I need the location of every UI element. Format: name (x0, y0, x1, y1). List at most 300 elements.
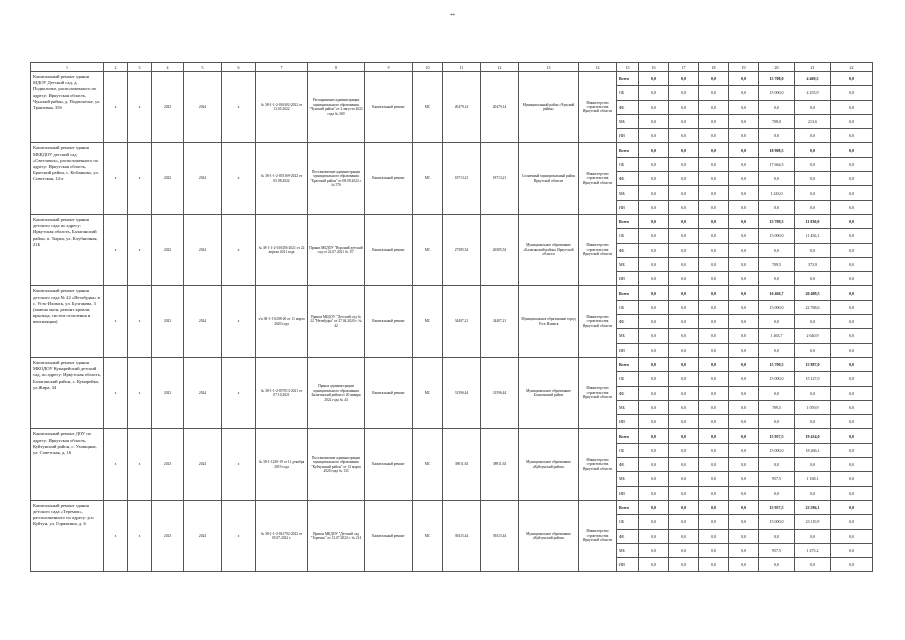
project-c9: Капитальный ремонт (365, 286, 413, 357)
amount-cell: 0,0 (669, 143, 699, 157)
project-c13: Муниципальный район «Чунский район» (519, 72, 579, 143)
amount-cell: 0,0 (639, 72, 669, 86)
amount-cell: 0,0 (669, 286, 699, 300)
amount-cell: 0,0 (669, 257, 699, 271)
amount-cell: 0,0 (831, 243, 873, 257)
amount-cell: 0,0 (795, 172, 831, 186)
header-cell: 17 (669, 63, 699, 72)
amount-cell: 0,0 (669, 172, 699, 186)
amount-cell: 1 475,2 (795, 543, 831, 557)
amount-cell: 0,0 (831, 515, 873, 529)
amount-cell: 957,5 (759, 472, 795, 486)
project-description: Капитальный ремонт здания МБКДОУ детский сад «Светлячок», расположенного по адресу: Иркутская область, Братский район, с. Кобляково, ул. Советская, 14-а (31, 143, 104, 214)
amount-cell: 0,0 (639, 172, 669, 186)
amount-cell: 0,0 (669, 558, 699, 572)
project-c8: Приказ МКДОУ "Детский сад "Теремок" от 13.07.2022 г. № 214 (308, 500, 365, 571)
project-c10: МС (413, 143, 443, 214)
project-c10: МС (413, 357, 443, 428)
amount-cell: 0,0 (699, 72, 729, 86)
header-cell: 22 (831, 63, 873, 72)
project-c11: 20479,14 (443, 72, 481, 143)
amount-cell: 0,0 (699, 214, 729, 228)
project-c8: Распоряжение администрации муниципального образования "Чунский район" от 2 августа 2022 года № 369 (308, 72, 365, 143)
project-c11: 27585,54 (443, 214, 481, 285)
amount-cell: 0,0 (831, 329, 873, 343)
amount-cell: 0,0 (639, 315, 669, 329)
project-c11: 39415,44 (443, 500, 481, 571)
header-cell: 20 (759, 63, 795, 72)
amount-cell: 0,0 (831, 543, 873, 557)
amount-cell: 0,0 (831, 558, 873, 572)
amount-cell: 0,0 (699, 429, 729, 443)
amount-cell: 0,0 (729, 515, 759, 529)
amount-cell: 0,0 (669, 500, 699, 514)
amount-cell: 0,0 (669, 458, 699, 472)
amount-cell: 0,0 (699, 458, 729, 472)
amount-cell: 0,0 (639, 200, 669, 214)
amount-cell: 0,0 (831, 214, 873, 228)
project-c14: Министерство строительства Иркутской области (579, 72, 617, 143)
funding-source-label: ОБ (617, 229, 639, 243)
amount-cell: 0,0 (831, 400, 873, 414)
project-c2: х (104, 429, 128, 500)
amount-cell: 0,0 (699, 486, 729, 500)
amount-cell: 0,0 (831, 286, 873, 300)
funding-source-label: МБ (617, 186, 639, 200)
amount-cell: 0,0 (639, 329, 669, 343)
amount-cell: 23 586,1 (795, 500, 831, 514)
amount-cell: 15 127,0 (795, 372, 831, 386)
project-c5: 2024 (184, 143, 222, 214)
amount-cell: 0,0 (699, 157, 729, 171)
amount-cell: 23 110,9 (795, 515, 831, 529)
amount-cell: 0,0 (831, 229, 873, 243)
project-row (31, 143, 873, 157)
project-description: Капитальный ремонт здания детского сада по адресу: Иркутская область, Балаганский район, п. Тырка, ул. Клубничная, 21Б (31, 214, 104, 285)
amount-cell: 0,0 (699, 329, 729, 343)
amount-cell: 0,0 (699, 558, 729, 572)
amount-cell: 0,0 (669, 243, 699, 257)
header-cell: 19 (729, 63, 759, 72)
funding-source-label: ИИ (617, 129, 639, 143)
amount-cell: 0,0 (831, 200, 873, 214)
amount-cell: 0,0 (669, 415, 699, 429)
project-c10: МС (413, 429, 443, 500)
amount-cell: 0,0 (831, 372, 873, 386)
amount-cell: 0,0 (639, 300, 669, 314)
project-c5: 2024 (184, 429, 222, 500)
project-c2: х (104, 143, 128, 214)
funding-source-label: Всего (617, 214, 639, 228)
project-c2: х (104, 72, 128, 143)
amount-cell: 0,0 (639, 372, 669, 386)
amount-cell: 0,0 (831, 500, 873, 514)
amount-cell: 0,0 (795, 186, 831, 200)
amount-cell: 0,0 (831, 443, 873, 457)
header-cell: 18 (699, 63, 729, 72)
amount-cell: 0,0 (831, 157, 873, 171)
project-c3: х (128, 143, 152, 214)
project-c13: Муниципальное образование «Куйтунский район» (519, 429, 579, 500)
amount-cell: 0,0 (831, 272, 873, 286)
funding-source-label: МБ (617, 329, 639, 343)
amount-cell: 0,0 (831, 486, 873, 500)
header-cell: 10 (413, 63, 443, 72)
amount-cell: 0,0 (729, 100, 759, 114)
amount-cell: 0,0 (759, 529, 795, 543)
amount-cell: 0,0 (669, 400, 699, 414)
project-row (31, 357, 873, 371)
project-c14: Министерство строительства Иркутской области (579, 143, 617, 214)
data-table (30, 62, 873, 572)
amount-cell: 15 000,0 (759, 86, 795, 100)
project-c12: 20479,14 (481, 72, 519, 143)
project-c13: Муниципальное образование Балаганский район (519, 357, 579, 428)
funding-source-label: Всего (617, 143, 639, 157)
amount-cell: 0,0 (729, 86, 759, 100)
project-c8: Приказ МБДОУ "Детский сад № 22 "Незабудка" от 27.04.2020 г. № 42 (308, 286, 365, 357)
project-c4: 2023 (152, 72, 184, 143)
project-row (31, 286, 873, 300)
project-c11: 18713,21 (443, 143, 481, 214)
amount-cell: 0,0 (669, 472, 699, 486)
amount-cell: 0,0 (729, 415, 759, 429)
amount-cell: 0,0 (699, 386, 729, 400)
funding-source-label: МБ (617, 114, 639, 128)
amount-cell: 0,0 (699, 257, 729, 271)
amount-cell: 0,0 (699, 529, 729, 543)
project-row (31, 500, 873, 514)
amount-cell: 0,0 (729, 543, 759, 557)
amount-cell: 0,0 (729, 529, 759, 543)
amount-cell: 0,0 (639, 186, 669, 200)
header-cell: 14 (579, 63, 617, 72)
amount-cell: 15 000,0 (759, 515, 795, 529)
amount-cell: 0,0 (639, 357, 669, 371)
amount-cell: 0,0 (639, 472, 669, 486)
amount-cell: 0,0 (669, 372, 699, 386)
project-c9: Капитальный ремонт (365, 357, 413, 428)
amount-cell: 0,0 (759, 129, 795, 143)
header-cell: 5 (184, 63, 222, 72)
funding-source-label: ФБ (617, 458, 639, 472)
amount-cell: 0,0 (831, 429, 873, 443)
amount-cell: 0,0 (729, 472, 759, 486)
amount-cell: 0,0 (729, 443, 759, 457)
project-c3: х (128, 429, 152, 500)
header-cell: 3 (128, 63, 152, 72)
amount-cell: 0,0 (729, 458, 759, 472)
project-c11: 34407,21 (443, 286, 481, 357)
project-c7: № 38-1-1-2-055169-2022 от 05.08.2022 (256, 143, 308, 214)
amount-cell: 0,0 (831, 172, 873, 186)
amount-cell: 11 456,1 (795, 229, 831, 243)
funding-source-label: МБ (617, 400, 639, 414)
amount-cell: 0,0 (795, 200, 831, 214)
amount-cell: 0,0 (729, 486, 759, 500)
amount-cell: 0,0 (759, 486, 795, 500)
project-c7: № 38-1-1-2-010456-2021 от 22 апреля 2021 года (256, 214, 308, 285)
amount-cell: 0,0 (639, 415, 669, 429)
project-c2: х (104, 286, 128, 357)
amount-cell: 0,0 (669, 200, 699, 214)
project-c8: Постановление администрации муниципального образования "Куйтунский район" от 12 марта 2020 года № 133 (308, 429, 365, 500)
amount-cell: 0,0 (795, 243, 831, 257)
amount-cell: 0,0 (729, 143, 759, 157)
project-c12: 34407,21 (481, 286, 519, 357)
amount-cell: 0,0 (729, 286, 759, 300)
amount-cell: 0,0 (669, 543, 699, 557)
project-c7: № 38-1-1230-19 от 11 декабря 2019 года (256, 429, 308, 500)
amount-cell: 0,0 (639, 143, 669, 157)
amount-cell: 0,0 (729, 300, 759, 314)
amount-cell: 0,0 (699, 415, 729, 429)
amount-cell: 0,0 (759, 272, 795, 286)
funding-source-label: ФБ (617, 172, 639, 186)
amount-cell: 0,0 (639, 257, 669, 271)
amount-cell: 0,0 (795, 272, 831, 286)
project-c3: х (128, 500, 152, 571)
amount-cell: 0,0 (639, 114, 669, 128)
funding-source-label: ОБ (617, 300, 639, 314)
amount-cell: 0,0 (729, 400, 759, 414)
amount-cell: 0,0 (699, 100, 729, 114)
amount-cell: 15 957,5 (759, 500, 795, 514)
amount-cell: 0,0 (669, 443, 699, 457)
amount-cell: 0,0 (699, 472, 729, 486)
amount-cell: 18 266,1 (795, 443, 831, 457)
amount-cell: 0,0 (669, 515, 699, 529)
project-c6: х (222, 72, 256, 143)
amount-cell: 0,0 (669, 86, 699, 100)
amount-cell: 15 957,5 (759, 429, 795, 443)
amount-cell: 0,0 (759, 415, 795, 429)
funding-source-label: ОБ (617, 157, 639, 171)
project-c3: х (128, 286, 152, 357)
amount-cell: 15 000,0 (759, 300, 795, 314)
amount-cell: 0,0 (669, 343, 699, 357)
amount-cell: 0,0 (639, 458, 669, 472)
amount-cell: 0,0 (795, 315, 831, 329)
funding-source-label: ОБ (617, 372, 639, 386)
header-cell: 16 (639, 63, 669, 72)
project-description: Капитальный ремонт здания детского сада «Теремок», расположенного по адресу: р.п. Куйтун, ул. Горячкина, д. 6 (31, 500, 104, 571)
amount-cell: 0,0 (831, 529, 873, 543)
amount-cell: 0,0 (795, 458, 831, 472)
project-description: Капитальный ремонт здания детского сада № 22 «Незабудка» в с. Усть-Илимск, ул. Булгакова, 3 (замена окон, ремонт кровли, крыльца, систем отопления и вентиляции) (31, 286, 104, 357)
amount-cell: 0,0 (729, 500, 759, 514)
amount-cell: 0,0 (729, 229, 759, 243)
amount-cell: 0,0 (729, 214, 759, 228)
amount-cell: 0,0 (669, 186, 699, 200)
amount-cell: 0,0 (795, 143, 831, 157)
amount-cell: 0,0 (669, 272, 699, 286)
amount-cell: 0,0 (669, 229, 699, 243)
amount-cell: 0,0 (669, 386, 699, 400)
amount-cell: 0,0 (831, 357, 873, 371)
amount-cell: 0,0 (729, 243, 759, 257)
project-row (31, 214, 873, 228)
funding-source-label: ОБ (617, 515, 639, 529)
amount-cell: 0,0 (669, 300, 699, 314)
amount-cell: 0,0 (729, 429, 759, 443)
amount-cell: 0,0 (831, 100, 873, 114)
funding-source-label: ИИ (617, 415, 639, 429)
project-c13: Муниципальное образование город Усть-Илимск (519, 286, 579, 357)
amount-cell: 0,0 (729, 343, 759, 357)
project-c13: Муниципальное образование «Балаганский район» Иркутской области (519, 214, 579, 285)
amount-cell: 15 000,0 (759, 443, 795, 457)
project-c12: 39415,44 (481, 500, 519, 571)
project-c2: х (104, 357, 128, 428)
amount-cell: 1 168,1 (795, 472, 831, 486)
amount-cell: 0,0 (729, 129, 759, 143)
project-c3: х (128, 357, 152, 428)
amount-cell: 0,0 (699, 229, 729, 243)
amount-cell: 15 000,0 (759, 372, 795, 386)
amount-cell: 0,0 (729, 157, 759, 171)
amount-cell: 0,0 (831, 343, 873, 357)
header-cell: 4 (152, 63, 184, 72)
amount-cell: 957,5 (759, 543, 795, 557)
amount-cell: 0,0 (639, 429, 669, 443)
amount-cell: 1 059,9 (795, 400, 831, 414)
amount-cell: 0,0 (759, 100, 795, 114)
project-c7: № 38-1-1-2-041792-2022 от 05.07.2022 г. (256, 500, 308, 571)
project-c9: Капитальный ремонт (365, 72, 413, 143)
amount-cell: 0,0 (729, 272, 759, 286)
amount-cell: 0,0 (639, 529, 669, 543)
project-c10: МС (413, 72, 443, 143)
amount-cell: 0,0 (795, 415, 831, 429)
amount-cell: 0,0 (759, 172, 795, 186)
amount-cell: 0,0 (729, 186, 759, 200)
project-c6: х (222, 214, 256, 285)
amount-cell: 0,0 (729, 386, 759, 400)
project-c12: 31596,44 (481, 357, 519, 428)
header-cell: 13 (519, 63, 579, 72)
amount-cell: 0,0 (795, 529, 831, 543)
project-c4: 2023 (152, 143, 184, 214)
amount-cell: 0,0 (795, 486, 831, 500)
header-cell: 11 (443, 63, 481, 72)
amount-cell: 0,0 (831, 186, 873, 200)
amount-cell: 0,0 (699, 114, 729, 128)
project-c7: з/п 38-1-1-0208-20 от 11 марта 2020 года (256, 286, 308, 357)
amount-cell: 0,0 (699, 515, 729, 529)
amount-cell: 4 469,5 (795, 72, 831, 86)
header-cell: 9 (365, 63, 413, 72)
amount-cell: 0,0 (831, 72, 873, 86)
amount-cell: 0,0 (831, 300, 873, 314)
project-c14: Министерство строительства Иркутской области (579, 286, 617, 357)
project-c5: 2024 (184, 500, 222, 571)
amount-cell: 15 887,0 (795, 357, 831, 371)
amount-cell: 373,9 (795, 257, 831, 271)
project-c12: 26585,54 (481, 214, 519, 285)
project-c12: 38911,63 (481, 429, 519, 500)
amount-cell: 0,0 (669, 315, 699, 329)
funding-source-label: Всего (617, 500, 639, 514)
amount-cell: 0,0 (729, 315, 759, 329)
project-c14: Министерство строительства Иркутской области (579, 429, 617, 500)
amount-cell: 0,0 (795, 157, 831, 171)
project-c10: МС (413, 500, 443, 571)
table-header-row (31, 63, 873, 72)
funding-source-label: ФБ (617, 315, 639, 329)
amount-cell: 0,0 (639, 386, 669, 400)
funding-source-label: Всего (617, 429, 639, 443)
project-row (31, 429, 873, 443)
amount-cell: 0,0 (699, 543, 729, 557)
header-cell: 21 (795, 63, 831, 72)
funding-source-label: Всего (617, 357, 639, 371)
amount-cell: 0,0 (729, 558, 759, 572)
amount-cell: 0,0 (759, 558, 795, 572)
amount-cell: 0,0 (759, 458, 795, 472)
amount-cell: 0,0 (759, 386, 795, 400)
amount-cell: 0,0 (639, 515, 669, 529)
project-row (31, 72, 873, 86)
amount-cell: 0,0 (699, 272, 729, 286)
header-cell: 2 (104, 63, 128, 72)
amount-cell: 0,0 (831, 415, 873, 429)
amount-cell: 0,0 (759, 343, 795, 357)
header-cell: 1 (31, 63, 104, 72)
amount-cell: 709,5 (759, 400, 795, 414)
project-c2: х (104, 500, 128, 571)
amount-cell: 0,0 (699, 172, 729, 186)
project-description: Капитальный ремонт ДОУ по адресу: Иркутская область, Куйтунский район, с. Уховщина, ул. Советская, д. 16 (31, 429, 104, 500)
amount-cell: 0,0 (639, 157, 669, 171)
amount-cell: 0,0 (729, 257, 759, 271)
amount-cell: 0,0 (669, 429, 699, 443)
project-c14: Министерство строительства Иркутской области (579, 357, 617, 428)
project-c4: 2023 (152, 357, 184, 428)
funding-source-label: МБ (617, 472, 639, 486)
amount-cell: 0,0 (699, 143, 729, 157)
amount-cell: 0,0 (729, 357, 759, 371)
amount-cell: 0,0 (831, 257, 873, 271)
amount-cell: 0,0 (729, 372, 759, 386)
amount-cell: 0,0 (729, 114, 759, 128)
funding-source-label: Всего (617, 72, 639, 86)
amount-cell: 0,0 (699, 443, 729, 457)
project-description: Капитальный ремонт здания МДОУ Детский сад, д. Подволочье, расположенного по адресу: Иркутская область, Чунский район, д. Подволочье, ул. Трактовая, 35б (31, 72, 104, 143)
amount-cell: 0,0 (699, 200, 729, 214)
funding-source-label: ОБ (617, 443, 639, 457)
project-c13: Солнечный муниципальный район Иркутской области (519, 143, 579, 214)
funding-source-label: ОБ (617, 86, 639, 100)
amount-cell: 0,0 (639, 343, 669, 357)
amount-cell: 0,0 (831, 114, 873, 128)
funding-source-label: ФБ (617, 386, 639, 400)
amount-cell: 0,0 (831, 315, 873, 329)
project-c11: 39011,63 (443, 429, 481, 500)
project-c4: 2023 (152, 286, 184, 357)
project-c6: х (222, 429, 256, 500)
amount-cell: 0,0 (759, 243, 795, 257)
amount-cell: 16 466,7 (759, 286, 795, 300)
project-c5: 2024 (184, 357, 222, 428)
amount-cell: 709,5 (759, 257, 795, 271)
project-c3: х (128, 72, 152, 143)
amount-cell: 0,0 (831, 86, 873, 100)
project-c9: Капитальный ремонт (365, 143, 413, 214)
amount-cell: 0,0 (831, 472, 873, 486)
amount-cell: 0,0 (639, 286, 669, 300)
header-cell: 6 (222, 63, 256, 72)
